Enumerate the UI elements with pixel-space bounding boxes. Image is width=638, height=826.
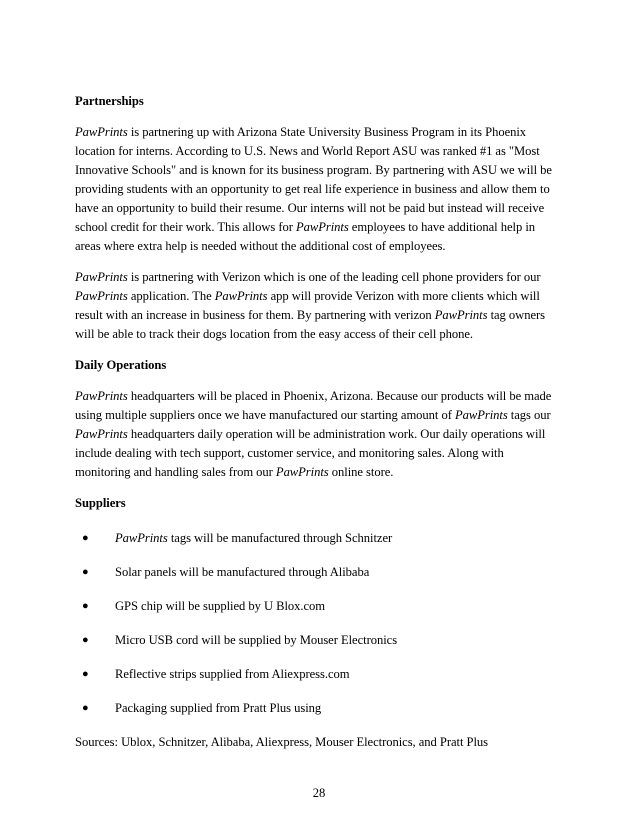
line-text: school credit for their work. This allows for <box>75 220 296 234</box>
line-text: include dealing with tech support, customer service, and monitoring sales. Along with <box>75 446 504 460</box>
list-item <box>75 529 555 548</box>
line-text: location for interns. According to U.S. News and World Report ASU was ranked #1 as "Most <box>75 144 540 158</box>
line-text: is partnering up with Arizona State University Business Program in its Phoenix <box>127 125 527 139</box>
page-content <box>75 92 555 752</box>
page-number: 28 <box>312 786 326 800</box>
line-text: application. The <box>127 289 215 303</box>
text-line <box>75 463 555 482</box>
list-item <box>75 563 555 582</box>
list-item <box>75 699 555 718</box>
line-text: Micro USB cord will be supplied by Mouser Electronics <box>115 633 398 647</box>
line-text: tags our <box>507 408 551 422</box>
line-text: Solar panels will be manufactured through Alibaba <box>115 565 370 579</box>
text-line <box>75 218 555 237</box>
sources-line: Sources: Ublox, Schnitzer, Alibaba, Aliexpress, Mouser Electronics, and Pratt Plus <box>75 735 489 749</box>
suppliers-heading: Suppliers <box>75 496 126 510</box>
line-text: app will provide Verizon with more clients which will <box>267 289 540 303</box>
text-line <box>75 268 555 287</box>
brand-name: PawPrints <box>295 220 349 234</box>
text-line <box>75 287 555 306</box>
line-text: headquarters will be placed in Phoenix, Arizona. Because our products will be made <box>127 389 552 403</box>
suppliers-list <box>75 529 555 718</box>
text-line <box>75 387 555 406</box>
line-text: headquarters daily operation will be administration work. Our daily operations will <box>127 427 546 441</box>
brand-name: PawPrints <box>214 289 268 303</box>
line-text: Reflective strips supplied from Aliexpress.com <box>115 667 350 681</box>
line-text: tag owners <box>487 308 545 322</box>
text-line <box>75 325 555 344</box>
text-line <box>75 180 555 199</box>
text-line <box>75 142 555 161</box>
line-text: areas where extra help is needed without the additional cost of employees. <box>75 239 446 253</box>
line-text: result with an increase in business for them. By partnering with verizon <box>75 308 435 322</box>
text-line <box>75 199 555 218</box>
partnerships-paragraph-verizon <box>75 268 555 344</box>
brand-name: PawPrints <box>75 289 128 303</box>
daily-operations-heading: Daily Operations <box>75 358 167 372</box>
text-line <box>75 123 555 142</box>
brand-name: PawPrints <box>75 427 128 441</box>
line-text: using multiple suppliers once we have manufactured our starting amount of <box>75 408 455 422</box>
line-text: GPS chip will be supplied by U Blox.com <box>115 599 326 613</box>
bullet-icon: ● <box>82 600 89 612</box>
line-text: tags will be manufactured through Schnitzer <box>167 531 393 545</box>
line-text: Innovative Schools" and is known for its business program. By partnering with ASU we will be <box>75 163 552 177</box>
brand-name: PawPrints <box>75 125 128 139</box>
line-text: employees to have additional help in <box>348 220 536 234</box>
brand-name: PawPrints <box>434 308 488 322</box>
bullet-icon: ● <box>82 566 89 578</box>
line-text: have an opportunity to build their resume. Our interns will not be paid but instead will receive <box>75 201 545 215</box>
line-text: Packaging supplied from Pratt Plus using <box>115 701 322 715</box>
text-line <box>75 425 555 444</box>
bullet-icon: ● <box>82 702 89 714</box>
brand-name: PawPrints <box>75 270 128 284</box>
daily-operations-paragraph <box>75 387 555 482</box>
text-line <box>75 306 555 325</box>
bullet-icon: ● <box>82 532 89 544</box>
text-line <box>75 444 555 463</box>
list-item <box>75 631 555 650</box>
brand-name: PawPrints <box>75 389 128 403</box>
line-text: will be able to track their dogs location from the easy access of their cell phone. <box>75 327 474 341</box>
brand-name: PawPrints <box>454 408 508 422</box>
line-text: online store. <box>328 465 394 479</box>
text-line <box>75 237 555 256</box>
text-line <box>75 406 555 425</box>
partnerships-paragraph-asu <box>75 123 555 256</box>
bullet-icon: ● <box>82 634 89 646</box>
line-text: providing students with an opportunity to get real life experience in business and allow them to <box>75 182 550 196</box>
bullet-icon: ● <box>82 668 89 680</box>
line-text: monitoring and handling sales from our <box>75 465 276 479</box>
brand-name: PawPrints <box>275 465 329 479</box>
brand-name: PawPrints <box>115 531 168 545</box>
list-item <box>75 597 555 616</box>
partnerships-heading: Partnerships <box>75 94 144 108</box>
text-line <box>75 161 555 180</box>
line-text: is partnering with Verizon which is one of the leading cell phone providers for our <box>127 270 541 284</box>
list-item <box>75 665 555 684</box>
